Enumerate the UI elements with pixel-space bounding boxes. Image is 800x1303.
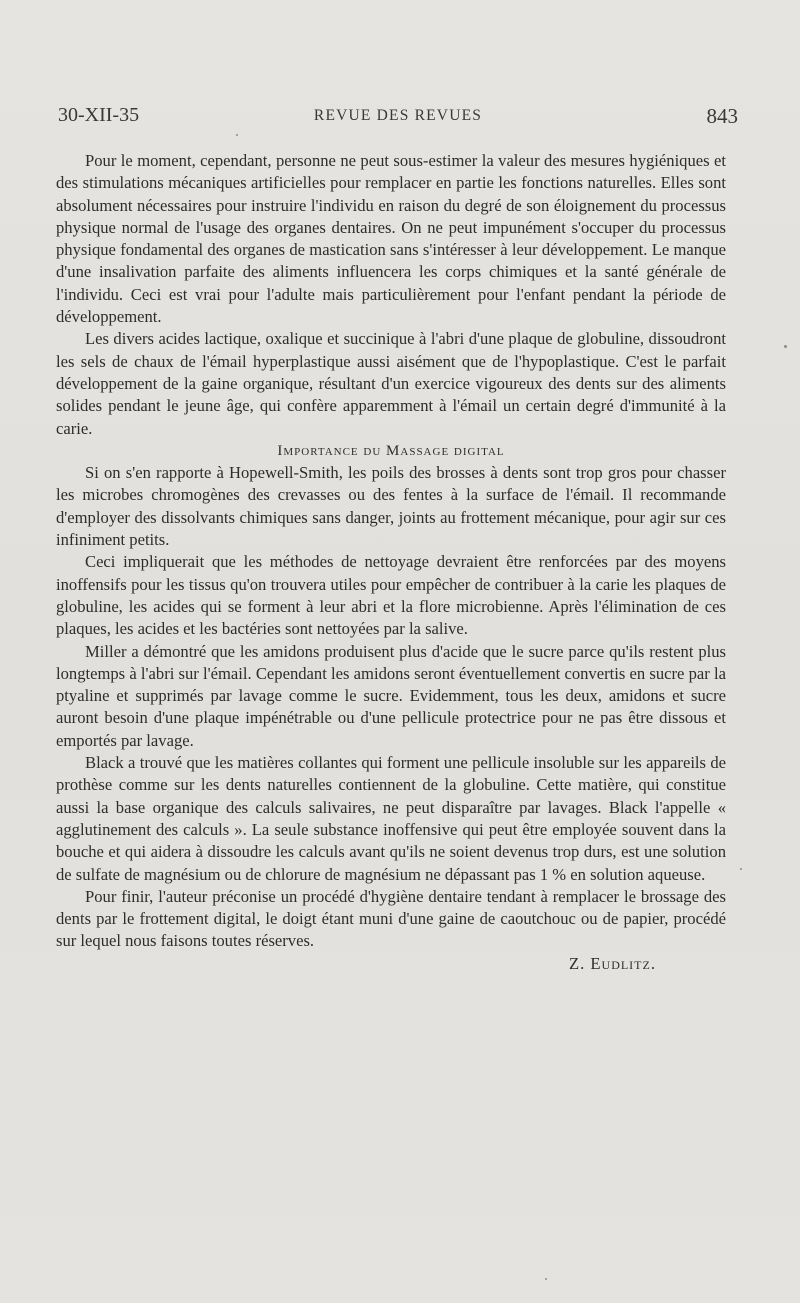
paragraph: Black a trouvé que les matières collantes qui forment une pellicule insoluble sur les appareils de prothèse comme sur les dents naturelles contiennent de la globuline. Cette matière, qui constitue aussi la base organique des calculs salivaires, ne peut disparaître par lavages. Black l'appelle « agglutinement des calculs ». La seule substance inoffensive qui peut être employée souvent dans la bouche et qui aidera à dissoudre les calculs avant qu'ils ne soient devenus trop durs, est une solution de sulfate de magnésium ou de chlorure de magnésium ne dépassant pas 1 % en solution aqueuse. <box>56 753 726 884</box>
section-heading: Importance du Massage digital <box>277 442 505 459</box>
scan-speck <box>236 134 238 136</box>
closing-paragraph <box>56 886 726 953</box>
paragraph: Les divers acides lactique, oxalique et succinique à l'abri d'une plaque de globuline, dissoudront les sels de chaux de l'émail hyperplastique aussi aisément que de l'hypoplastique. C'est le parfait développement de la gaine organique, résultant d'un exercice vigoureux des dents sur des aliments solides pendant le jeune âge, qui confère apparemment à l'émail un certain degré d'immunité à la carie. <box>56 329 726 438</box>
paragraph: Miller a démontré que les amidons produisent plus d'acide que le sucre parce qu'ils restent plus longtemps à l'abri sur l'émail. Cependant les amidons seront éventuellement convertis en sucre par la ptyaline et supprimés par lavage comme le sucre. Evidemment, tous les deux, amidons et sucre auront besoin d'une plaque impénétrable ou d'une pellicule protectrice pour ne pas être dissous et emportés par lavage. <box>56 641 726 750</box>
page-number: 843 <box>706 104 738 128</box>
journal-title: REVUE DES REVUES <box>313 107 483 124</box>
running-header <box>58 104 738 134</box>
closing-text: Pour finir, l'auteur préconise un procédé d'hygiène dentaire tendant à remplacer le brossage des dents par le frottement digital, le doigt étant muni d'une gaine de caoutchouc ou de papier, procédé sur lequel nous faisons toutes réserves. <box>56 886 726 951</box>
scan-speck <box>784 345 787 348</box>
scan-speck <box>740 868 742 870</box>
signature-line <box>56 953 726 975</box>
article-body <box>56 150 726 975</box>
author-signature: Z. Eudlitz. <box>568 953 656 973</box>
paragraph: Si on s'en rapporte à Hopewell-Smith, les poils des brosses à dents sont trop gros pour chasser les microbes chromogènes des crevasses ou des fentes à la surface de l'émail. Il recommande d'employer des dissolvants chimiques sans danger, joints au frottement mécanique, pour agir sur ces infiniment petits. <box>56 463 726 550</box>
paragraph: Pour le moment, cependant, personne ne peut sous-estimer la valeur des mesures hygiéniques et des stimulations mécaniques artificielles pour remplacer en partie les fonctions naturelles. Elles sont absolument nécessaires pour instruire l'individu en raison du degré de son éloignement du processus physique normal de l'usage des organes dentaires. On ne peut impunément s'occuper du processus physique fondamental des organes de mastication sans s'intéresser à leur développement. Le manque d'une insalivation parfaite des aliments influencera les corps chimiques et la santé générale de l'individu. Ceci est vrai pour l'adulte mais particulièrement pour l'enfant pendant la période de développement. <box>56 151 726 327</box>
paragraph: Ceci impliquerait que les méthodes de nettoyage devraient être renforcées par des moyens inoffensifs pour les tissus qu'on trouvera utiles pour empêcher de contribuer à la carie les plaques de globuline, les acides qui se forment à leur abri et la flore microbienne. Après l'élimination de ces plaques, les acides et les bactéries sont nettoyées par la salive. <box>56 552 726 639</box>
scan-speck <box>545 1278 547 1280</box>
issue-date: 30-XII-35 <box>58 104 140 126</box>
